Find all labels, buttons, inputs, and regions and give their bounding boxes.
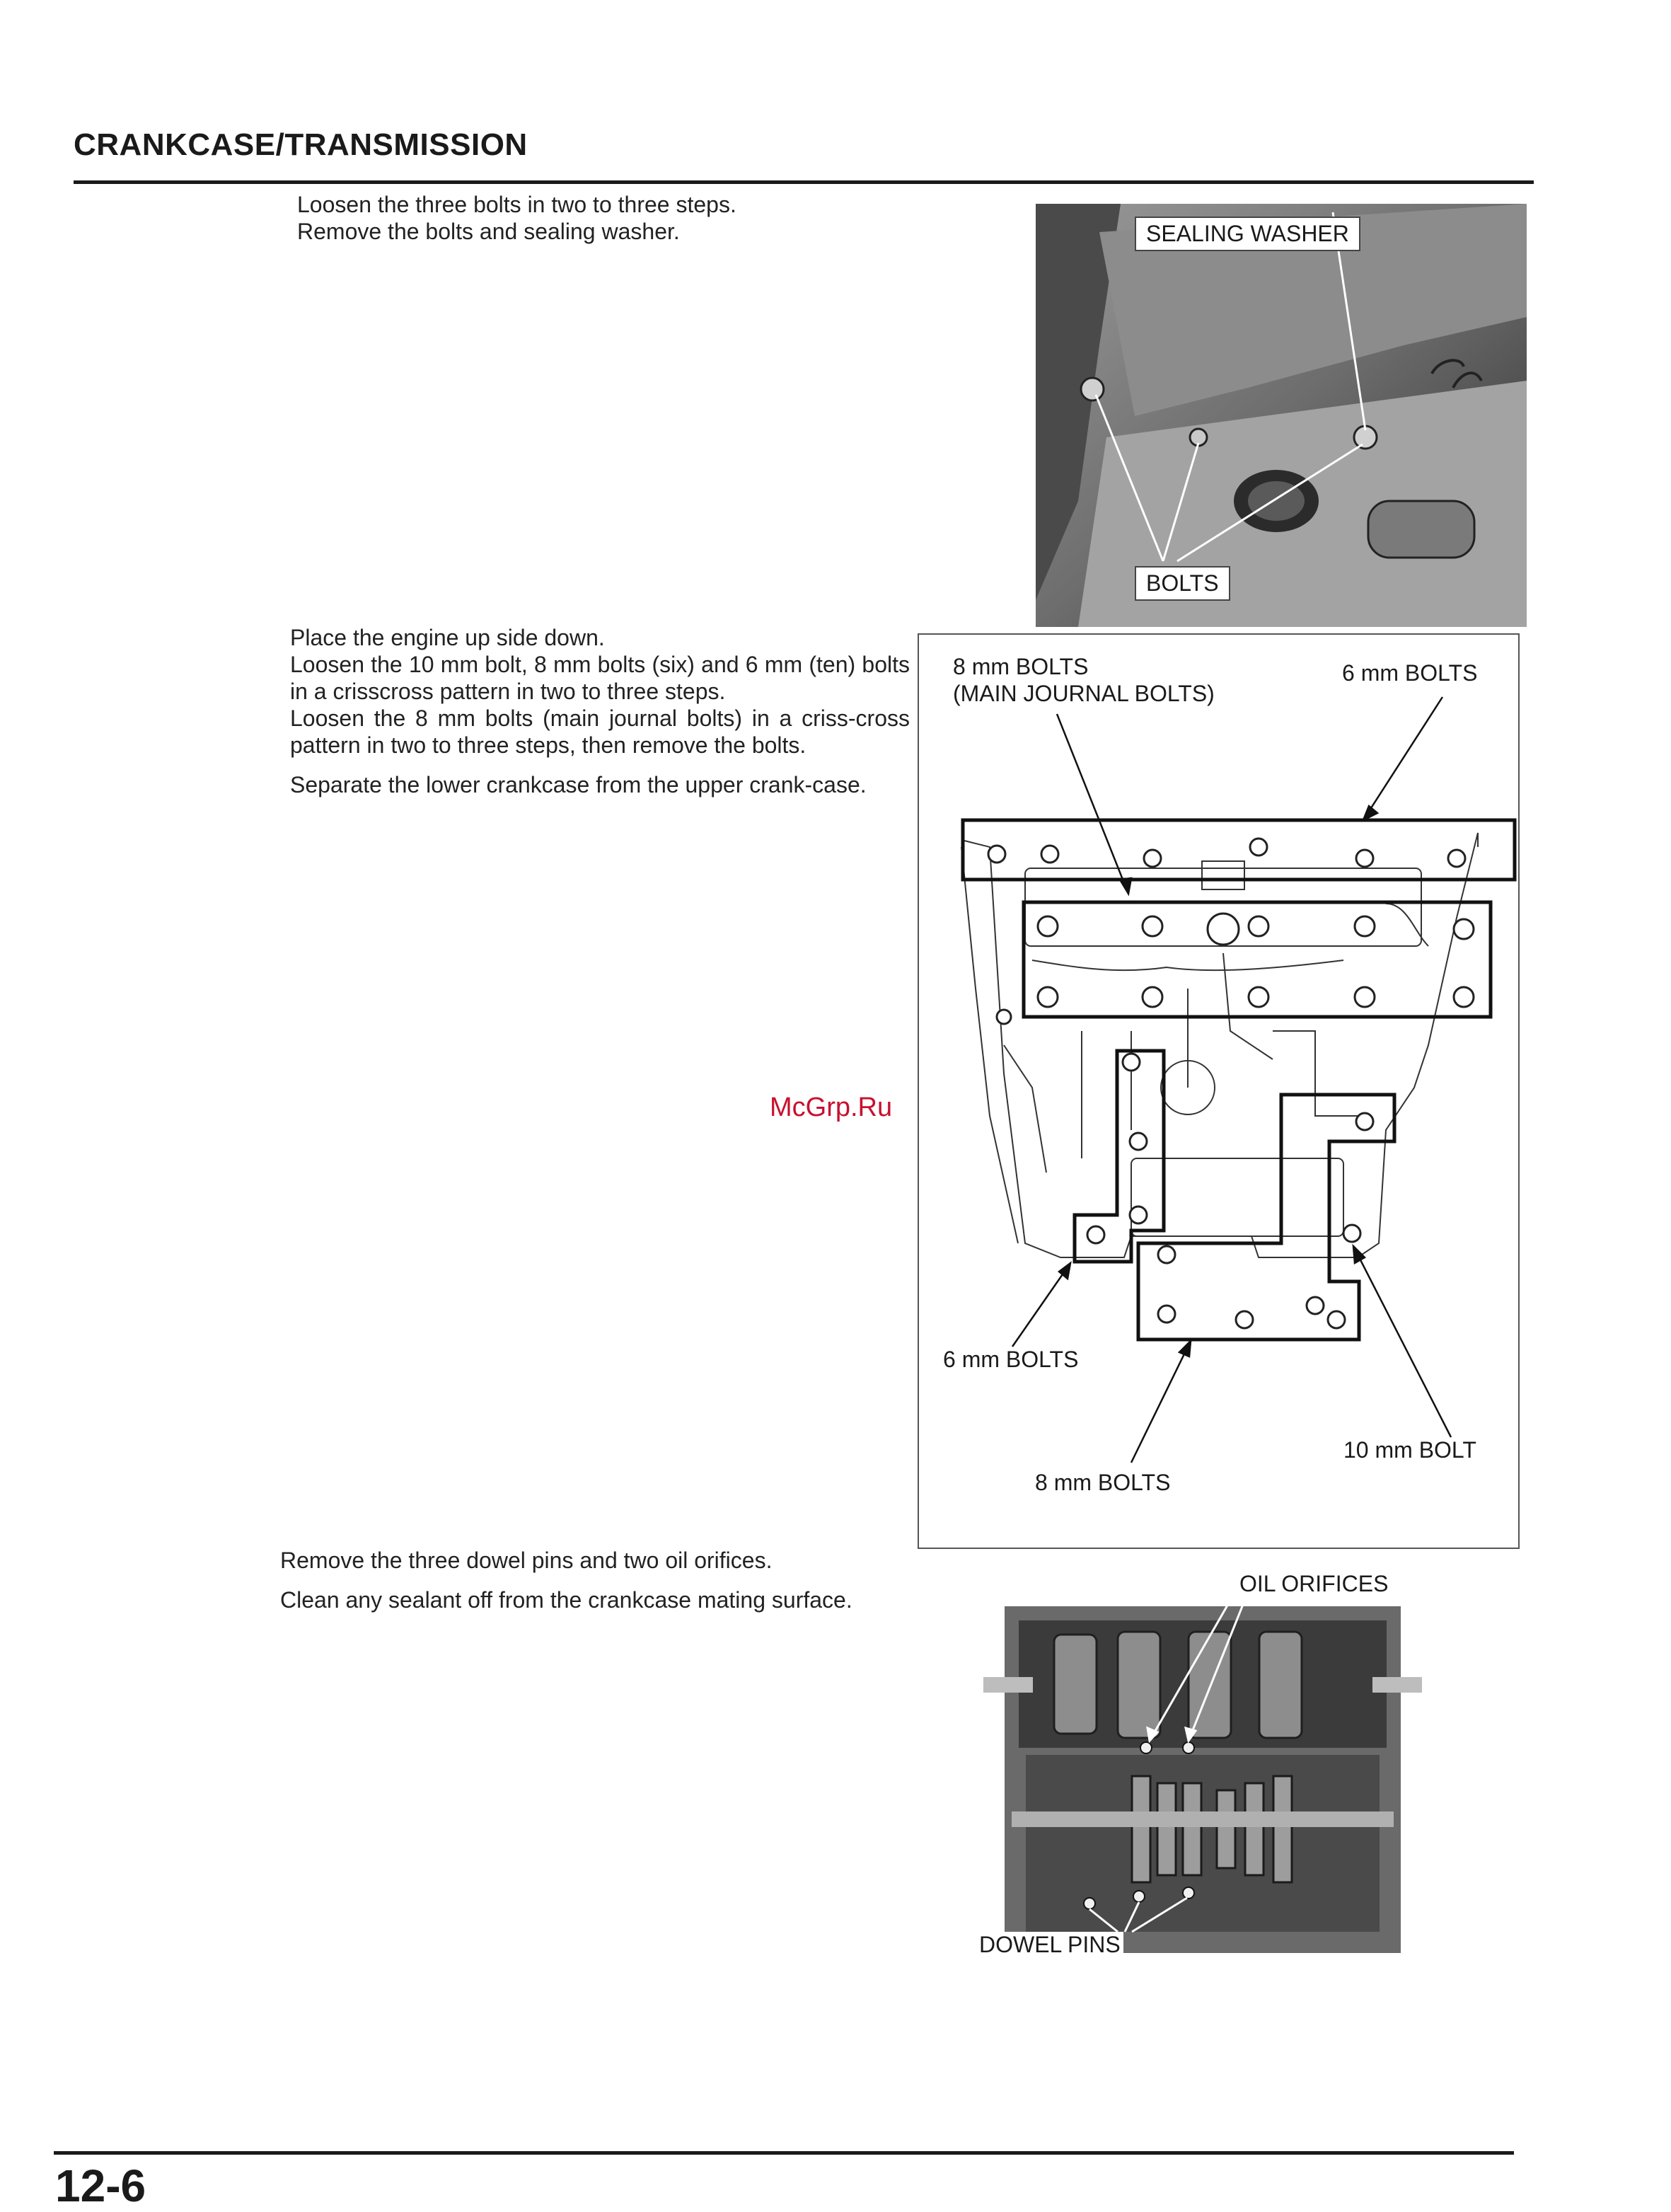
engine-top-photo [1036, 204, 1527, 627]
step2-para-1: Place the engine up side down. [290, 625, 605, 650]
oil-orifices-callout: OIL ORIFICES [1239, 1571, 1389, 1596]
six-mm-bolts-top-callout: 6 mm BOLTS [1342, 660, 1478, 686]
eight-mm-bolts-bottom-callout: 8 mm BOLTS [1035, 1470, 1171, 1495]
sealing-washer-callout: SEALING WASHER [1135, 217, 1360, 251]
header-rule [74, 180, 1534, 184]
step2-para-4: Separate the lower crankcase from the upper crank-case. [290, 772, 867, 797]
step3-para-1: Remove the three dowel pins and two oil orifices. [280, 1548, 773, 1573]
main-journal-label-line1: 8 mm BOLTS [953, 654, 1089, 679]
dowel-pins-callout: DOWEL PINS [976, 1932, 1123, 1958]
footer-rule [54, 2151, 1514, 2155]
main-journal-bolts-callout [953, 653, 1215, 707]
step1-text [297, 191, 934, 245]
bolt-pattern-diagram [918, 633, 1520, 1549]
step3-para-2: Clean any sealant off from the crankcase mating surface. [280, 1587, 852, 1613]
bolts-callout: BOLTS [1135, 566, 1230, 601]
six-mm-bolts-left-callout: 6 mm BOLTS [943, 1347, 1079, 1372]
step2-text [290, 624, 910, 798]
step1-line-2: Remove the bolts and sealing washer. [297, 219, 680, 244]
step2-para-3: Loosen the 8 mm bolts (main journal bolts) in a criss-cross pattern in two to three steps, then remove the bolts. [290, 705, 910, 758]
step2-para-2: Loosen the 10 mm bolt, 8 mm bolts (six) and 6 mm (ten) bolts in a crisscross pattern in two to three steps. [290, 652, 910, 704]
step1-line-1: Loosen the three bolts in two to three steps. [297, 192, 736, 217]
crankcase-bolt-diagram [919, 635, 1518, 1548]
crankcase-open-photo [976, 1571, 1429, 1981]
ten-mm-bolt-callout: 10 mm BOLT [1343, 1437, 1476, 1463]
section-title: CRANKCASE/TRANSMISSION [74, 127, 528, 162]
engine-top-photo-art [1036, 204, 1527, 627]
page-number: 12-6 [55, 2160, 146, 2211]
crankcase-open-photo-art [976, 1571, 1429, 1981]
step3-text [280, 1547, 903, 1613]
main-journal-label-line2: (MAIN JOURNAL BOLTS) [953, 681, 1215, 706]
watermark: McGrp.Ru [770, 1093, 893, 1122]
